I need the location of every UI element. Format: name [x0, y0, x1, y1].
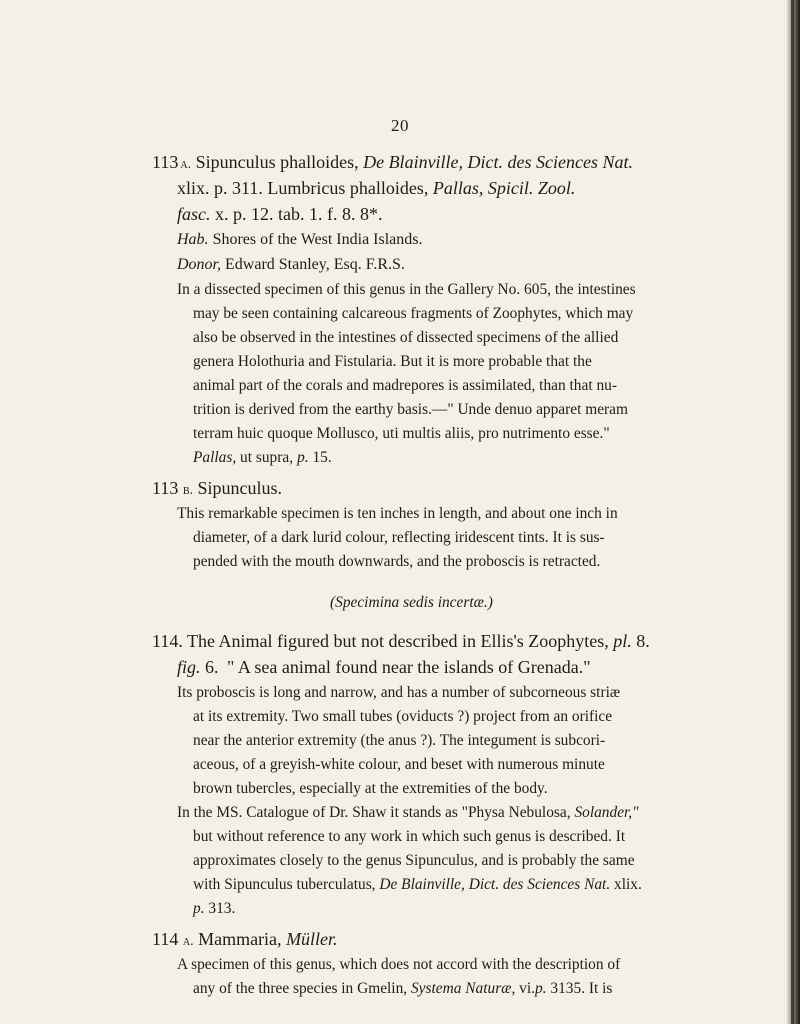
- fasc-reference: x. p. 12. tab. 1. f. 8. 8*.: [215, 204, 383, 224]
- page-number: 20: [391, 116, 409, 135]
- paragraph-line: trition is derived from the earthy basis.—" Unde denuo apparet meram: [193, 401, 628, 418]
- ref-author: Pallas,: [193, 449, 237, 466]
- plate-number: 8.: [636, 631, 650, 651]
- entry-113a-heading-line3: [177, 205, 382, 223]
- entry-113b-heading: [152, 479, 282, 498]
- entry-letter: a.: [182, 934, 194, 949]
- entry-114-heading-line2: [177, 658, 591, 676]
- paragraph-line: A specimen of this genus, which does not accord with the description of: [177, 956, 621, 973]
- paragraph-line: near the anterior extremity (the anus ?). The integument is subcori-: [193, 732, 606, 749]
- paragraph-line: aceous, of a greyish-white colour, and beset with numerous minute: [193, 756, 605, 773]
- reference-volume: xlix. p. 311.: [177, 178, 263, 198]
- ref-text: ut supra,: [240, 449, 294, 466]
- entry-title: The Animal figured but not described in Ellis's Zoophytes,: [187, 631, 609, 651]
- paragraph-line: [193, 877, 642, 892]
- synonym-reference: Pallas, Spicil. Zool.: [432, 178, 576, 198]
- volume: vi.: [519, 980, 535, 997]
- paragraph-line: [177, 805, 639, 820]
- genus-name: Mammaria,: [198, 929, 282, 949]
- author-name: Solander,": [574, 804, 639, 821]
- entry-number: 113: [152, 152, 179, 172]
- page-ref: 313.: [208, 900, 236, 917]
- donor-line: [177, 257, 405, 273]
- paragraph-line: [193, 981, 612, 996]
- author-name: Müller.: [286, 929, 338, 949]
- plate-label: pl.: [613, 631, 632, 651]
- entry-114a-heading: [152, 930, 338, 949]
- paragraph-line: animal part of the corals and madrepores is assimilated, than that nu-: [193, 377, 617, 394]
- page-label: p.: [535, 980, 547, 997]
- entry-number: 113: [152, 478, 179, 498]
- paragraph-line: diameter, of a dark lurid colour, reflecting iridescent tints. It is sus-: [193, 529, 605, 546]
- fasc-label: fasc.: [177, 204, 211, 224]
- paragraph-line: pended with the mouth downwards, and the proboscis is retracted.: [193, 553, 601, 570]
- paragraph-line: also be observed in the intestines of dissected specimens of the allied: [193, 329, 619, 346]
- paragraph-line: [193, 901, 235, 916]
- habitat-line: [177, 232, 423, 248]
- section-title: (Specimina sedis incertæ.): [330, 594, 493, 611]
- entry-114-heading-line1: [152, 632, 650, 650]
- paragraph-line: at its extremity. Two small tubes (oviducts ?) project from an orifice: [193, 708, 613, 725]
- paragraph-text: any of the three species in Gmelin,: [193, 980, 408, 997]
- ref-page-num: 15.: [312, 449, 332, 466]
- paragraph-line: Its proboscis is long and narrow, and has a number of subcorneous striæ: [177, 684, 621, 701]
- paragraph-line: approximates closely to the genus Sipunculus, and is probably the same: [193, 852, 635, 869]
- ref-page-label: p.: [297, 449, 309, 466]
- paragraph-line: but without reference to any work in which such genus is described. It: [193, 828, 626, 845]
- entry-letter: a.: [180, 157, 192, 172]
- page-edge-line: [791, 0, 794, 1024]
- paragraph-line: genera Holothuria and Fistularia. But it is more probable that the: [193, 353, 592, 370]
- entry-number: 114.: [152, 631, 183, 651]
- paragraph-line: terram huic quoque Mollusco, uti multis aliis, pro nutrimento esse.": [193, 425, 610, 442]
- species-name: Sipunculus phalloides,: [195, 152, 359, 172]
- reference-volume: xlix.: [614, 876, 642, 893]
- donor-text: Edward Stanley, Esq. F.R.S.: [225, 256, 405, 273]
- paragraph-line: brown tubercles, especially at the extremities of the body.: [193, 780, 548, 797]
- paragraph-line: This remarkable specimen is ten inches in length, and about one inch in: [177, 505, 618, 522]
- habitat-text: Shores of the West India Islands.: [212, 231, 423, 248]
- donor-label: Donor,: [177, 256, 222, 273]
- page-label: p.: [193, 900, 205, 917]
- species-reference: De Blainville, Dict. des Sciences Nat.: [363, 152, 633, 172]
- entry-113a-heading-line2: [177, 179, 575, 197]
- figure-number: 6.: [205, 657, 219, 677]
- paragraph-line: In a dissected specimen of this genus in the Gallery No. 605, the intestines: [177, 281, 636, 298]
- entry-number: 114: [152, 929, 179, 949]
- synonym-name: Lumbricus phalloides,: [267, 178, 429, 198]
- paragraph-line: may be seen containing calcareous fragments of Zoophytes, which may: [193, 305, 634, 322]
- paragraph-text: In the MS. Catalogue of Dr. Shaw it stands as "Physa Nebulosa,: [177, 804, 571, 821]
- page-ref: 3135. It is: [550, 980, 613, 997]
- species-name: Sipunculus.: [197, 478, 283, 498]
- habitat-label: Hab.: [177, 231, 209, 248]
- paragraph-ref-line: [193, 450, 332, 465]
- figure-label: fig.: [177, 657, 201, 677]
- entry-quote: " A sea animal found near the islands of Grenada.": [227, 657, 591, 677]
- reference-italic: De Blainville, Dict. des Sciences Nat.: [379, 876, 611, 893]
- reference-italic: Systema Naturæ,: [410, 980, 516, 997]
- paragraph-text: with Sipunculus tuberculatus,: [193, 876, 376, 893]
- entry-113a-heading-line1: [152, 153, 633, 172]
- entry-letter: b.: [182, 483, 194, 498]
